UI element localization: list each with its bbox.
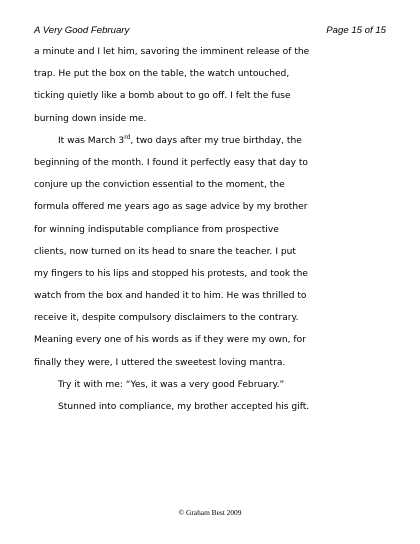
page-header (34, 24, 386, 38)
date-after: , (130, 135, 137, 146)
text-line: watch from the box and handed it to him. He was thrilled to (34, 291, 307, 302)
text-line: ticking quietly like a bomb about to go off. I felt the fuse (34, 91, 291, 102)
text-line: for winning indisputable compliance from prospective (34, 224, 279, 235)
text-line: Stunned into compliance, my brother accepted his gift. (58, 402, 310, 412)
text-line: formula offered me years ago as sage advice by my brother (34, 202, 308, 213)
text-line-date (34, 130, 386, 152)
text-line: burning down inside me. (34, 113, 147, 124)
text-line: my fingers to his lips and stopped his protests, and took the (34, 268, 308, 279)
page-number: Page 15 of 15 (326, 25, 386, 36)
ordinal-suffix: rd (124, 133, 131, 141)
text-line: trap. He put the box on the table, the watch untouched, (34, 69, 290, 80)
text-line: Meaning every one of his words as if they were my own, for (34, 335, 306, 346)
text-line: conjure up the conviction essential to the moment, the (34, 180, 285, 191)
date-prefix: It was March 3 (58, 135, 125, 146)
document-title: A Very Good February (34, 25, 130, 36)
body-text (34, 41, 386, 418)
text-line: Try it with me: “Yes, it was a very good February.” (58, 379, 285, 390)
date-rest: two days after my true birthday, the (136, 135, 302, 146)
text-line: clients, now turned on its head to snare the teacher. I put (34, 246, 296, 257)
text-line: a minute and I let him, savoring the imminent release of the (34, 47, 310, 57)
text-line: finally they were, I uttered the sweetest loving mantra. (34, 357, 286, 368)
copyright-footer: © Graham Best 2009 (178, 508, 242, 517)
text-line: receive it, despite compulsory disclaimers to the contrary. (34, 313, 299, 324)
text-line: beginning of the month. I found it perfectly easy that day to (34, 157, 308, 168)
